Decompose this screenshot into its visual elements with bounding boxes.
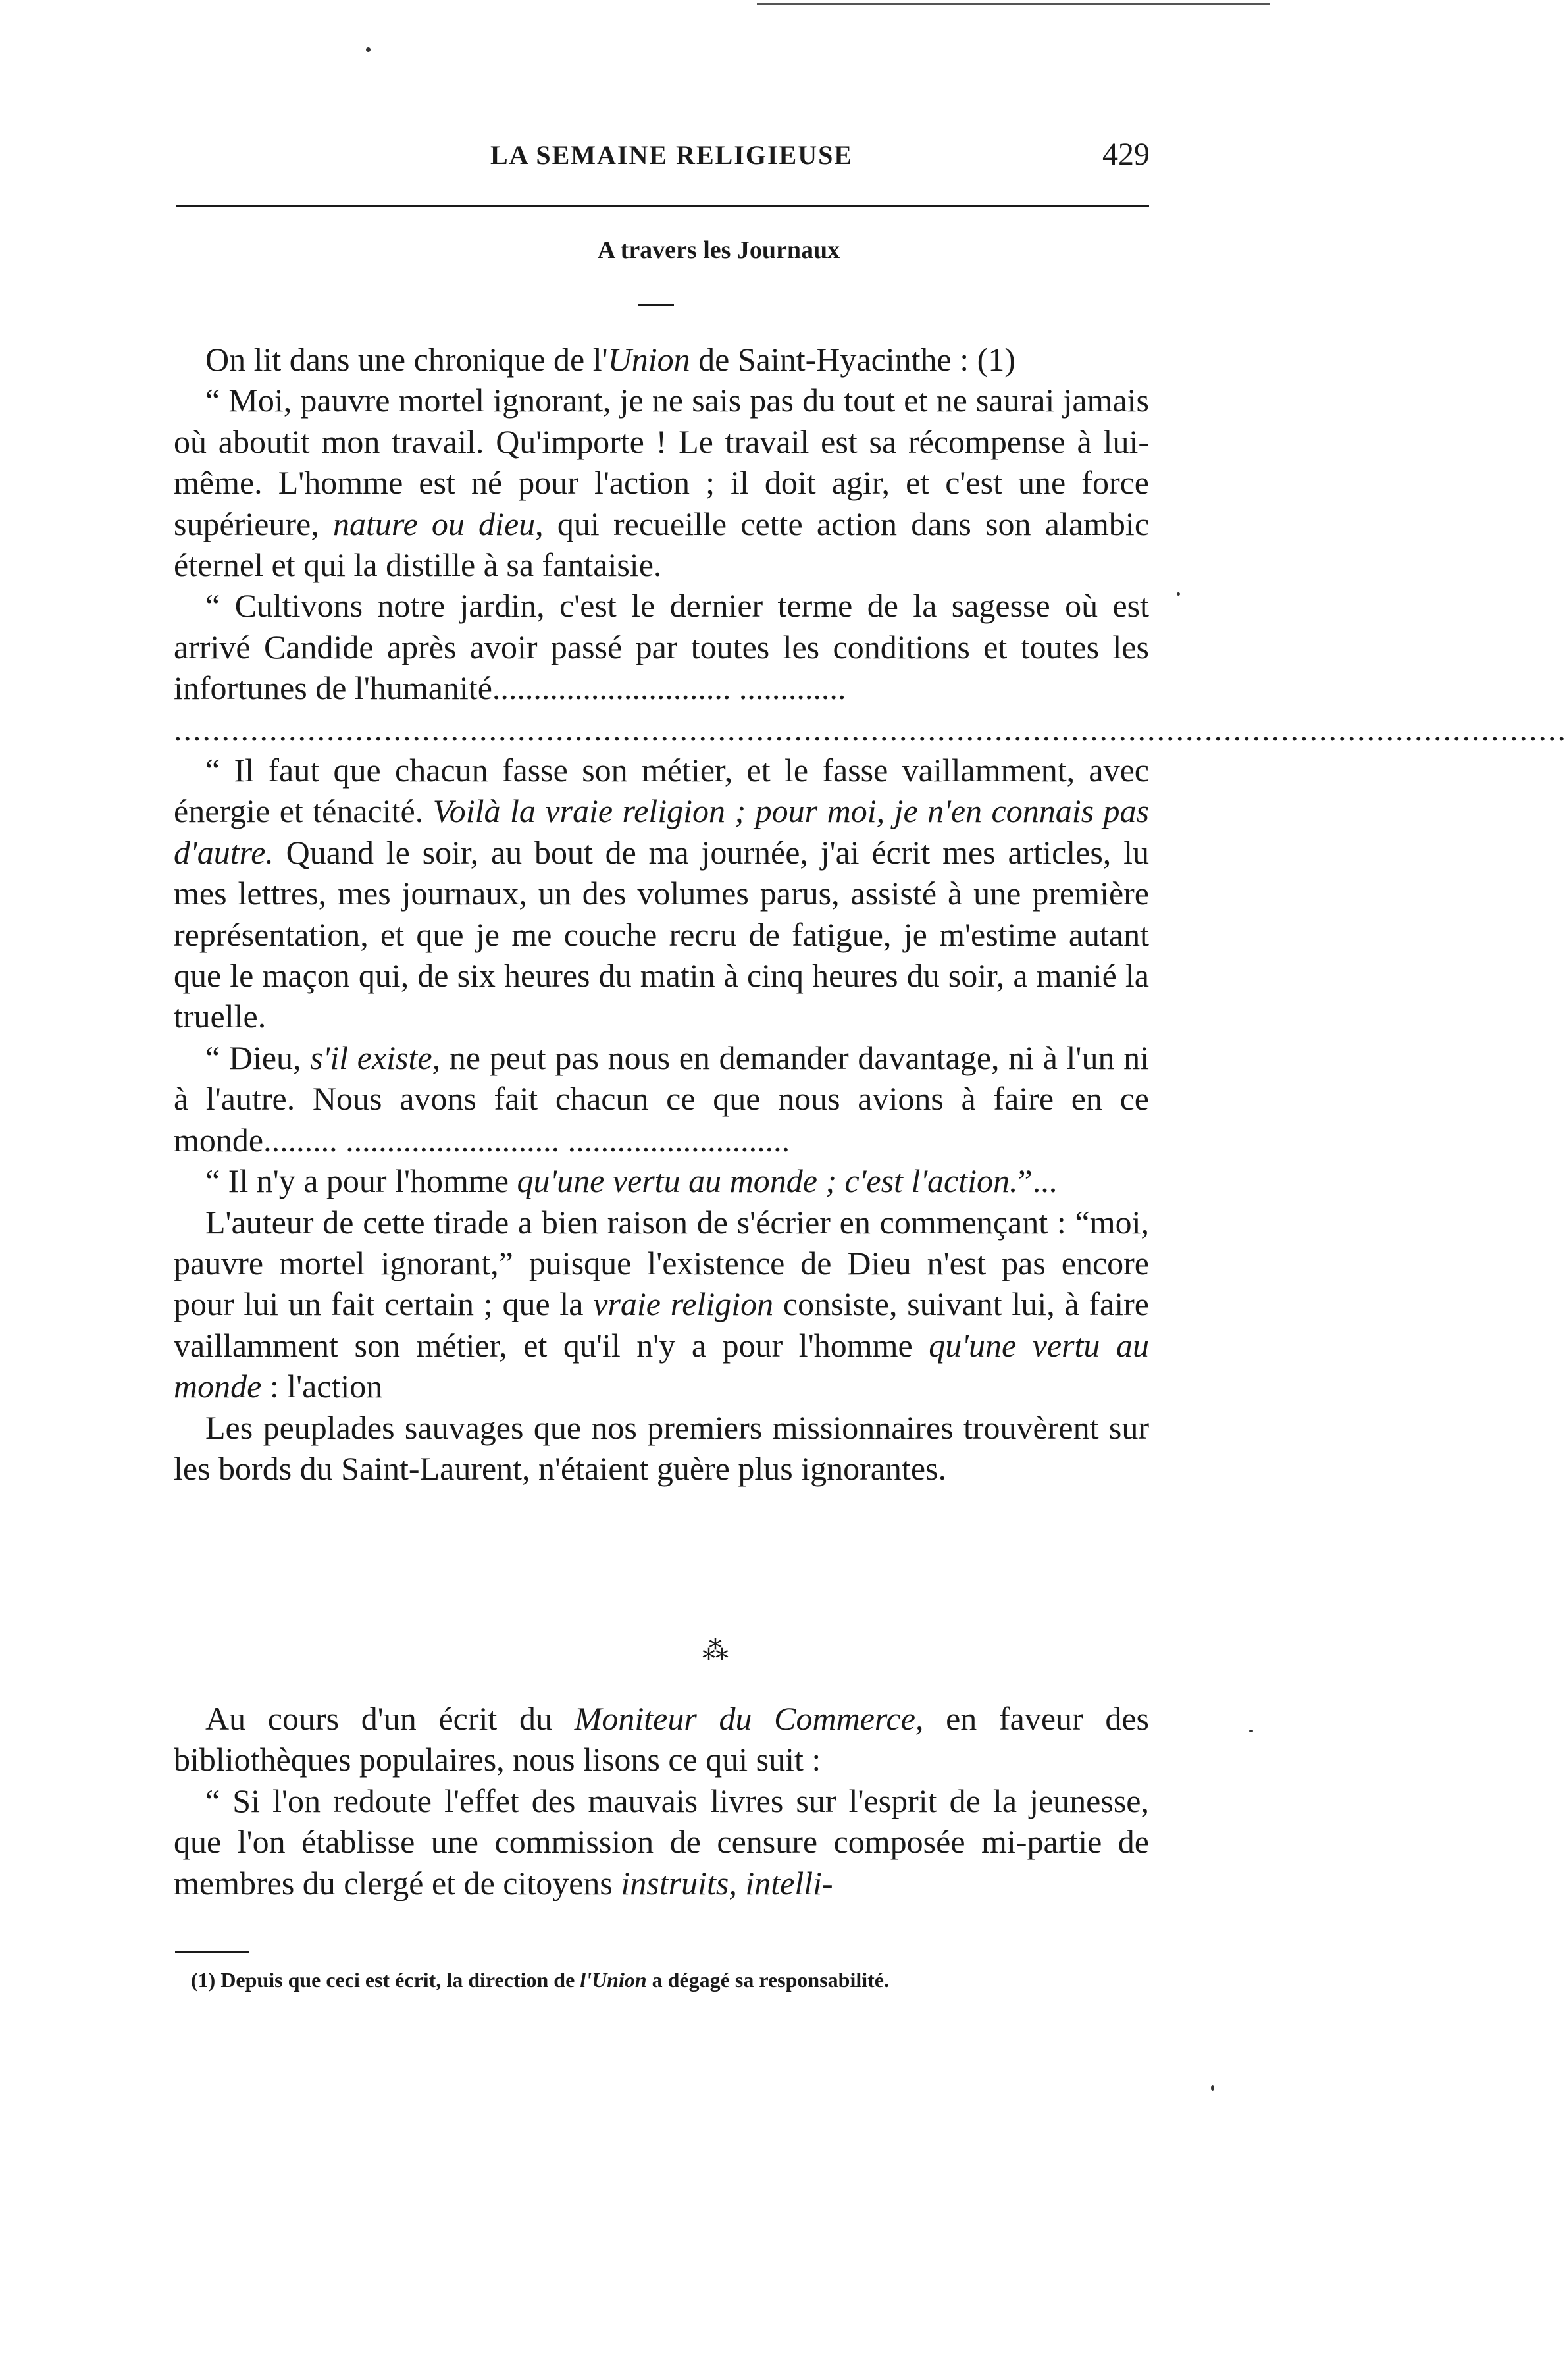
scan-speck	[366, 47, 371, 52]
quote-paragraph	[174, 585, 1149, 708]
text-run: ”...	[1017, 1162, 1058, 1200]
text-run: “ Il n'y a pour l'homme	[205, 1162, 517, 1200]
text-run: L'auteur de cette tirade a bien raison de s'écrier en commençant : “moi, pauvre mortel ignorant,” puisque l'existence de Dieu n'est pas encore pour lui un fait certain ; que la	[174, 1203, 1149, 1323]
italic-text: qu'une vertu au monde	[174, 1326, 1149, 1405]
text-run: (1) Depuis que ceci est écrit, la direction de	[191, 1968, 580, 1992]
text-run: “ Si l'on redoute l'effet des mauvais livres sur l'esprit de la jeunesse, que l'on établisse une commission de censure composée mi-partie de membres du clergé et de citoyens	[174, 1782, 1149, 1901]
text-run: “ Moi, pauvre mortel ignorant, je ne sais pas du tout et ne saurai jamais où aboutit mon travail. Qu'importe ! Le travail est sa récompense à lui-même. L'homme est né pour l'action ; il doit agir, et c'est une force supérieure,	[174, 382, 1149, 542]
italic-text: Voilà la vraie religion ; pour moi, je n'en connais pas d'autre.	[174, 792, 1149, 871]
italic-text: instruits, intelli-	[621, 1864, 833, 1901]
quote-paragraph	[174, 1160, 1149, 1201]
quote-paragraph	[174, 1780, 1149, 1903]
scan-edge-mark	[757, 3, 1270, 5]
italic-text: qu'une vertu au monde ; c'est l'action.	[517, 1162, 1018, 1200]
asterism-separator: ⁂	[702, 1636, 729, 1666]
text-run: On lit dans une chronique de l'	[205, 341, 608, 378]
scan-speck	[1211, 2085, 1214, 2091]
italic-text: nature ou dieu	[332, 505, 536, 542]
quote-paragraph	[174, 380, 1149, 585]
footnote	[191, 1968, 1178, 1992]
text-run: “ Il faut que chacun fasse son métier, et le fasse vaillamment, avec énergie et ténacité.	[174, 752, 1149, 830]
title-dash	[638, 304, 674, 306]
scan-speck	[1177, 592, 1180, 596]
article-body	[174, 339, 1567, 1489]
text-run: Quand le soir, au bout de ma journée, j'ai écrit mes articles, lu mes lettres, mes journaux, un des volumes parus, assisté à une première représentation, et que je me couche recru de fatigue, je m'estime autant que le maçon qui, de six heures du matin à cinq heures du soir, a manié la truelle.	[174, 833, 1149, 1035]
text-run: de Saint-Hyacinthe : (1)	[690, 341, 1015, 378]
commentary-paragraph	[174, 1202, 1149, 1407]
article2-body	[174, 1698, 1149, 1903]
italic-text: Moniteur du Commerce,	[574, 1700, 924, 1737]
text-run: “ Cultivons notre jardin, c'est le dernier terme de la sagesse où est arrivé Candide après avoir passé par toutes les conditions et toutes les infortunes de l'humanité............................. .............	[174, 587, 1149, 707]
text-run: en faveur des bibliothèques populaires, nous lisons ce qui suit :	[174, 1700, 1149, 1778]
article1-intro	[174, 339, 1149, 380]
italic-text: vraie religion	[593, 1285, 774, 1323]
scan-speck	[1249, 1730, 1253, 1732]
text-run: : l'action	[261, 1368, 383, 1405]
text-run: a dégagé sa responsabilité.	[646, 1968, 889, 1992]
quote-paragraph	[174, 750, 1149, 1037]
page-number: 429	[1102, 137, 1150, 172]
italic-text: s'il existe,	[310, 1039, 441, 1076]
text-run: ne peut pas nous en demander davantage, ni à l'un ni à l'autre. Nous avons fait chacun ce que nous avions à faire en ce monde......... .......................... ...........................	[174, 1039, 1149, 1158]
text-run: consiste, suivant lui, à faire vaillamment son métier, et qu'il n'y a pour l'homme	[174, 1285, 1149, 1364]
text-run: “ Dieu,	[205, 1039, 311, 1076]
header-rule	[176, 205, 1149, 207]
ellipsis-line: ..................................................................................................................................................	[174, 710, 1567, 748]
footnote-rule	[175, 1951, 249, 1953]
article2-intro	[174, 1698, 1149, 1780]
section-title: A travers les Journaux	[597, 236, 840, 264]
running-head-title: LA SEMAINE RELIGIEUSE	[490, 140, 854, 170]
italic-text: l'Union	[580, 1968, 647, 1992]
commentary-paragraph	[174, 1407, 1149, 1489]
text-run: , qui recueille cette action dans son alambic éternel et qui la distille à sa fantaisie.	[174, 505, 1150, 584]
quote-paragraph	[174, 1037, 1149, 1160]
italic-text: Union	[607, 341, 690, 378]
text-run: Les peuplades sauvages que nos premiers missionnaires trouvèrent sur les bords du Saint-Laurent, n'étaient guère plus ignorantes.	[174, 1409, 1149, 1487]
text-run: Au cours d'un écrit du	[205, 1700, 575, 1737]
